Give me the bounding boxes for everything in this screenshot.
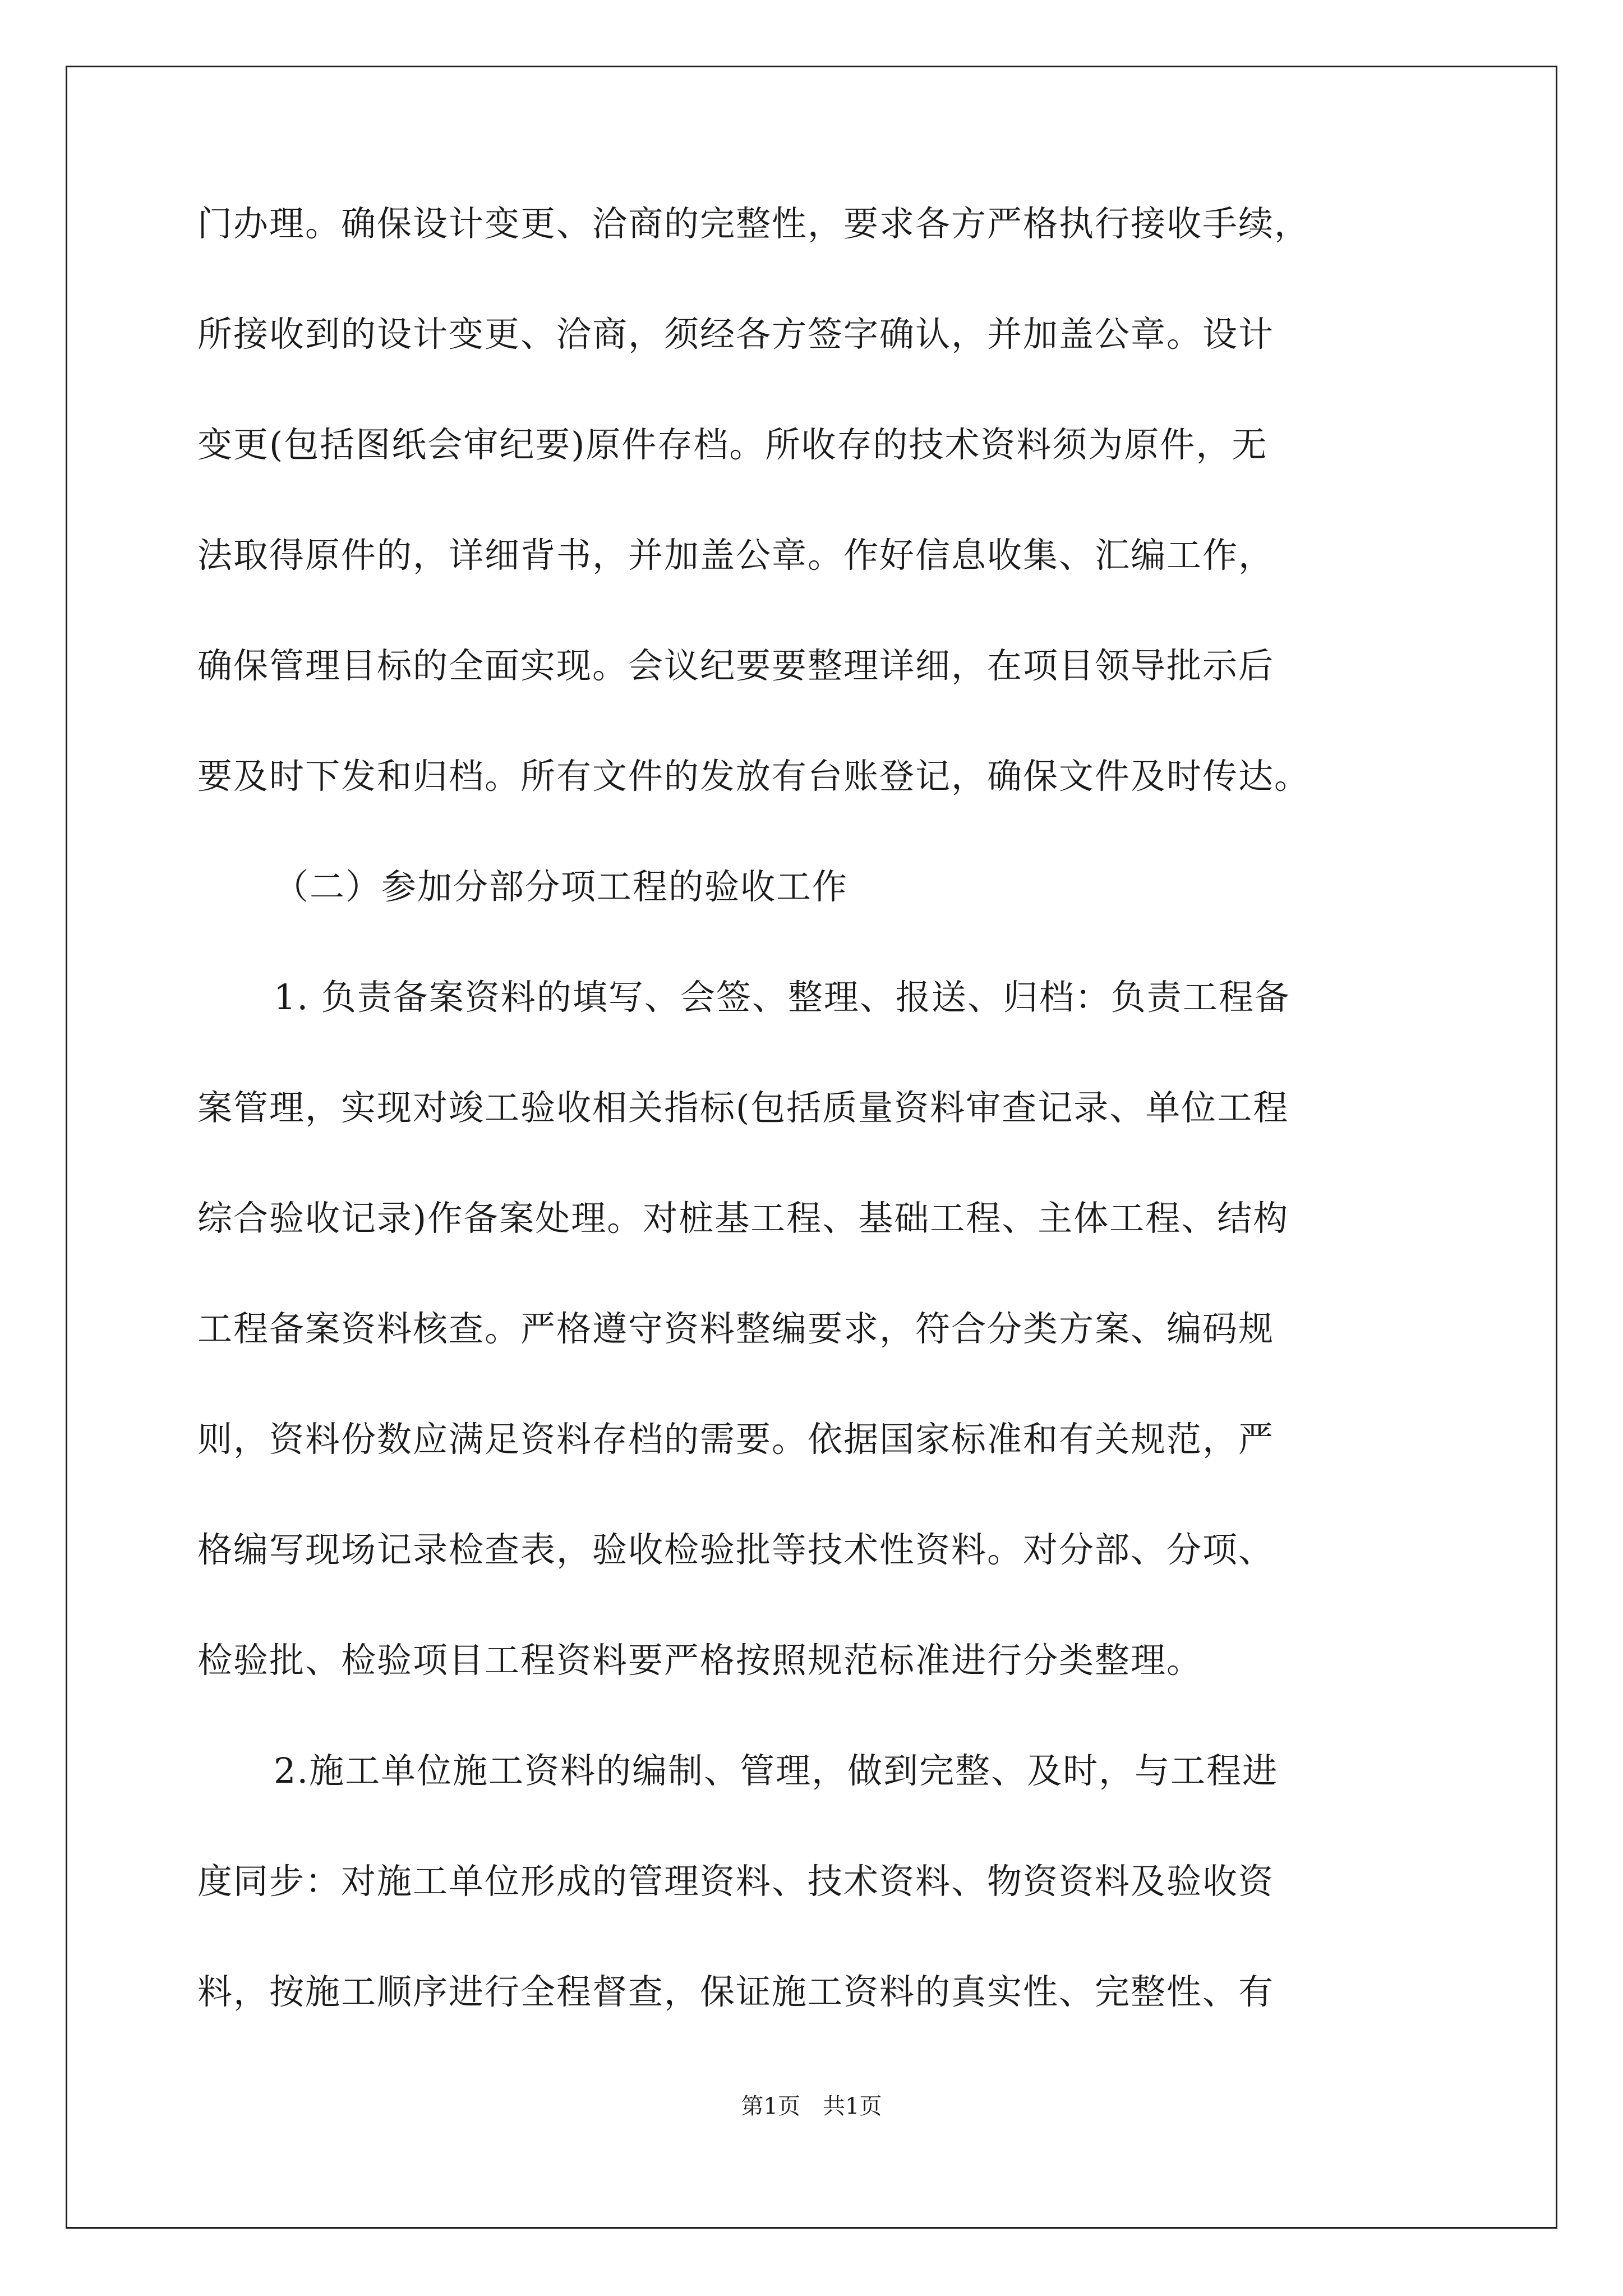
body-text-line: 度同步：对施工单位形成的管理资料、技术资料、物资资料及验收资 <box>197 1861 1275 1902</box>
body-text-line: 工程备案资料核查。严格遵守资料整编要求，符合分类方案、编码规 <box>197 1308 1275 1349</box>
body-text-line: 变更(包括图纸会审纪要)原件存档。所收存的技术资料须为原件，无 <box>197 424 1268 465</box>
body-text-line: 综合验收记录)作备案处理。对桩基工程、基础工程、主体工程、结构 <box>197 1198 1289 1239</box>
body-text-line: 所接收到的设计变更、洽商，须经各方签字确认，并加盖公章。设计 <box>197 314 1275 355</box>
body-text-line: 门办理。确保设计变更、洽商的完整性，要求各方严格执行接收手续， <box>197 203 1311 244</box>
body-text-line: 确保管理目标的全面实现。会议纪要要整理详细，在项目领导批示后 <box>197 645 1275 686</box>
body-text-line: 则，资料份数应满足资料存档的需要。依据国家标准和有关规范，严 <box>197 1419 1275 1460</box>
body-text-line: 法取得原件的，详细背书，并加盖公章。作好信息收集、汇编工作， <box>197 535 1275 576</box>
page-border <box>66 66 1557 2229</box>
body-text-line: 检验批、检验项目工程资料要严格按照规范标准进行分类整理。 <box>197 1640 1203 1681</box>
body-text-line: 2.施工单位施工资料的编制、管理，做到完整、及时，与工程进 <box>274 1750 1279 1791</box>
page-footer: 第1页 共1页 <box>741 2093 882 2119</box>
body-text-line: 案管理，实现对竣工验收相关指标(包括质量资料审查记录、单位工程 <box>197 1087 1289 1128</box>
body-text-line: 料，按施工顺序进行全程督查，保证施工资料的真实性、完整性、有 <box>197 1971 1275 2012</box>
body-text-line: 要及时下发和归档。所有文件的发放有台账登记，确保文件及时传达。 <box>197 756 1311 797</box>
section-heading: （二）参加分部分项工程的验收工作 <box>274 866 849 907</box>
body-text-line: 1. 负责备案资料的填写、会签、整理、报送、归档：负责工程备 <box>274 977 1290 1018</box>
body-text-line: 格编写现场记录检查表，验收检验批等技术性资料。对分部、分项、 <box>197 1529 1275 1570</box>
